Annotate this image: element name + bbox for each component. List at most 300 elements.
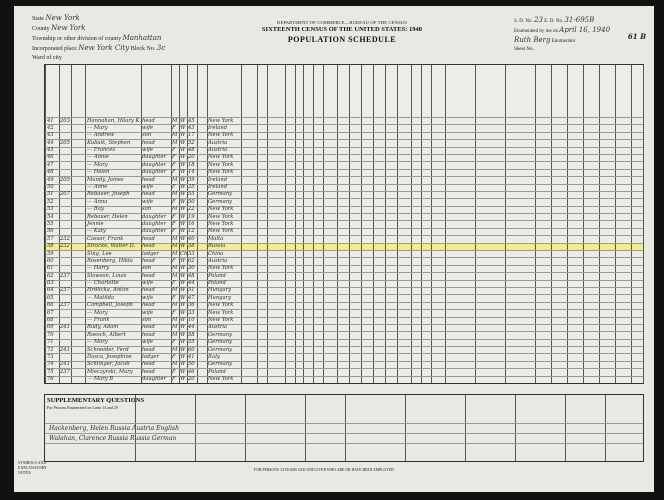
grid-row-line <box>45 124 643 125</box>
cell-sex: F <box>172 124 176 131</box>
cell-race: W <box>180 191 186 198</box>
cell-name: Mundy, James <box>87 176 124 183</box>
cell-line: 63 <box>47 280 54 287</box>
cell-line: 59 <box>47 250 54 257</box>
cell-relation: daughter <box>142 154 167 161</box>
cell-sex: F <box>172 147 176 154</box>
grid-row-line <box>45 228 643 229</box>
cell-name: Hannahan, Hilary K. <box>87 117 141 124</box>
cell-sex: F <box>172 220 176 227</box>
cell-race: W <box>180 324 186 331</box>
cell-birth: Poland <box>208 368 226 375</box>
cell-name: Sing, Lee <box>87 250 112 257</box>
cell-name: — Harry <box>87 265 110 272</box>
cell-race: W <box>180 169 186 176</box>
grid-column-line <box>303 65 304 383</box>
supp-column-line <box>565 395 566 461</box>
cell-race: W <box>180 272 186 279</box>
cell-relation: daughter <box>142 376 167 383</box>
cell-sex: M <box>172 206 178 213</box>
cell-relation: lodger <box>142 250 159 257</box>
enumerated-label: Enumerated by me on <box>514 29 559 34</box>
cell-race: W <box>180 124 186 131</box>
cell-birth: Hungary <box>208 294 232 301</box>
cell-sex: M <box>172 191 178 198</box>
grid-row-line <box>45 154 643 155</box>
grid-row-line <box>45 132 643 133</box>
supplementary-line-1: Hackenberg, Helen Russia Austria English <box>49 425 179 432</box>
grid-column-line <box>445 65 446 383</box>
cell-birth: New York <box>208 228 234 235</box>
grid-row-line <box>45 139 643 140</box>
cell-age: 22 <box>188 206 195 213</box>
cell-line: 65 <box>47 294 54 301</box>
cell-relation: head <box>142 331 155 338</box>
cell-age: 33 <box>188 309 195 316</box>
cell-birth: New York <box>208 132 234 139</box>
cell-name: Slawson, Louis <box>87 272 127 279</box>
cell-race: W <box>180 117 186 124</box>
cell-sex: M <box>172 250 178 257</box>
township-label: Township or other division of county <box>32 36 122 42</box>
cell-sex: F <box>172 309 176 316</box>
cell-line: 69 <box>47 324 54 331</box>
cell-race: W <box>180 228 186 235</box>
grid-row-line <box>45 324 643 325</box>
state-value: New York <box>45 14 80 22</box>
grid-row-line <box>45 368 643 369</box>
cell-line: 74 <box>47 361 54 368</box>
supplementary-section <box>44 394 644 462</box>
grid-row-line <box>45 147 643 148</box>
cell-relation: head <box>142 272 155 279</box>
cell-race: W <box>180 302 186 309</box>
cell-birth: New York <box>208 376 234 383</box>
supplementary-subtitle: For Persons Enumerated on Lines 14 and 29 <box>47 405 118 410</box>
cell-sex: M <box>172 235 178 242</box>
cell-age: 30 <box>188 265 195 272</box>
supp-column-line <box>305 395 306 461</box>
cell-birth: Ireland <box>208 176 228 183</box>
cell-age: 48 <box>188 147 195 154</box>
cell-relation: son <box>142 206 152 213</box>
supp-column-line <box>405 395 406 461</box>
cell-age: 47 <box>188 294 195 301</box>
cell-race: W <box>180 235 186 242</box>
cell-sex: F <box>172 161 176 168</box>
cell-race: W <box>180 265 186 272</box>
grid-column-line <box>505 65 506 383</box>
cell-line: 68 <box>47 317 54 323</box>
cell-age: 41 <box>188 353 195 360</box>
cell-name: — Frank <box>87 317 110 323</box>
cell-name: — Charlotte <box>87 280 119 287</box>
grid-column-line <box>431 65 432 383</box>
cell-line: 49 <box>47 176 54 183</box>
cell-age: 36 <box>188 302 195 309</box>
cell-relation: lodger <box>142 353 159 360</box>
cell-race: W <box>180 243 186 250</box>
census-title: SIXTEENTH CENSUS OF THE UNITED STATES: 1940 <box>261 26 423 33</box>
cell-age: 40 <box>188 235 195 242</box>
cell-relation: son <box>142 132 152 139</box>
supp-column-line <box>245 395 246 461</box>
grid-column-line <box>337 65 338 383</box>
department-line: DEPARTMENT OF COMMERCE—BUREAU OF THE CENSUS <box>277 20 407 25</box>
cell-birth: New York <box>208 161 234 168</box>
cell-line: 43 <box>47 132 54 139</box>
cell-line: 47 <box>47 161 54 168</box>
supplementary-title: SUPPLEMENTARY QUESTIONS <box>47 397 145 404</box>
cell-line: 50 <box>47 184 54 190</box>
cell-name: — Mary <box>87 124 108 131</box>
ed-value: 31-695B <box>564 16 595 24</box>
cell-sex: M <box>172 317 178 323</box>
cell-street: 241 <box>60 324 70 331</box>
cell-age: 46 <box>188 368 195 375</box>
cell-birth: Germany <box>208 198 232 205</box>
cell-name: — Andrew <box>87 132 115 139</box>
cell-sex: F <box>172 339 176 346</box>
cell-street: 232 <box>60 235 70 242</box>
grid-column-line <box>323 65 324 383</box>
cell-race: W <box>180 339 186 346</box>
supp-column-line <box>345 395 346 461</box>
cell-name: Schneider, Ferd <box>87 346 129 353</box>
cell-name: — Matilda <box>87 294 115 301</box>
ed-label: E. D. No. <box>544 19 564 24</box>
supp-row-line <box>45 443 643 444</box>
cell-line: 66 <box>47 302 54 309</box>
explanatory-notes: SYMBOLS AND EXPLANATORY NOTES <box>18 460 47 475</box>
grid-row-line <box>45 169 643 170</box>
cell-name: Kubaik, Stephen <box>87 139 131 146</box>
cell-name: — Mary <box>87 339 108 346</box>
cell-sex: F <box>172 198 176 205</box>
cell-age: 51 <box>188 287 195 294</box>
cell-line: 75 <box>47 368 54 375</box>
cell-sex: M <box>172 176 178 183</box>
cell-race: W <box>180 154 186 161</box>
cell-street: 237 <box>60 272 70 279</box>
grid-column-line <box>349 65 350 383</box>
cell-race: W <box>180 368 186 375</box>
cell-age: 39 <box>188 176 195 183</box>
cell-race: W <box>180 132 186 139</box>
cell-age: 44 <box>188 324 195 331</box>
cell-sex: M <box>172 265 178 272</box>
cell-name: Hrdlicka, Anton <box>87 287 129 294</box>
cell-relation: head <box>142 287 155 294</box>
cell-sex: M <box>172 132 178 139</box>
cell-line: 42 <box>47 124 54 131</box>
cell-birth: New York <box>208 213 234 220</box>
cell-line: 64 <box>47 287 54 294</box>
grid-row-line <box>45 161 643 162</box>
cell-birth: Austria <box>208 257 228 264</box>
sheet-number: 61 B <box>627 32 646 41</box>
cell-age: 50 <box>188 361 195 368</box>
grid-column-line <box>551 65 552 383</box>
cell-name: — Mary B <box>87 376 114 383</box>
cell-age: 55 <box>188 339 195 346</box>
supplementary-line-2: Walahan, Clarence Russia Russia German <box>49 435 177 442</box>
grid-column-line <box>285 65 286 383</box>
cell-birth: Austria <box>208 139 228 146</box>
cell-sex: M <box>172 361 178 368</box>
supp-row-line <box>45 423 643 424</box>
grid-column-line <box>267 65 268 383</box>
cell-relation: head <box>142 361 155 368</box>
cell-birth: New York <box>208 317 234 323</box>
cell-age: 20 <box>188 376 195 383</box>
cell-line: 60 <box>47 257 54 264</box>
cell-name: — Helen <box>87 169 110 176</box>
grid-row-line <box>45 294 643 295</box>
grid-column-line <box>257 65 258 383</box>
cell-birth: New York <box>208 265 234 272</box>
cell-relation: daughter <box>142 228 167 235</box>
cell-line: 41 <box>47 117 54 124</box>
cell-relation: wife <box>142 294 154 301</box>
county-value: New York <box>51 24 86 32</box>
grid-column-line <box>421 65 422 383</box>
grid-row-line <box>45 346 643 347</box>
cell-birth: Germany <box>208 361 232 368</box>
cell-age: 48 <box>188 272 195 279</box>
cell-race: W <box>180 184 186 190</box>
cell-relation: head <box>142 324 155 331</box>
cell-line: 76 <box>47 376 54 383</box>
cell-line: 54 <box>47 213 54 220</box>
township-value: Manhattan <box>122 34 162 42</box>
cell-line: 57 <box>47 235 54 242</box>
cell-birth: Hungary <box>208 287 232 294</box>
cell-age: 33 <box>188 250 195 257</box>
cell-sex: M <box>172 346 178 353</box>
cell-age: 45 <box>188 117 195 124</box>
cell-sex: F <box>172 184 176 190</box>
cell-age: 52 <box>188 139 195 146</box>
grid-column-line <box>45 65 46 383</box>
cell-relation: head <box>142 117 155 124</box>
cell-race: W <box>180 309 186 316</box>
cell-line: 61 <box>47 265 54 272</box>
cell-name: — Annie <box>87 154 109 161</box>
county-label: County <box>32 26 50 32</box>
cell-race: W <box>180 294 186 301</box>
enumerated-value: April 16, 1940 <box>559 26 611 34</box>
cell-name: — Mary <box>87 309 108 316</box>
grid-row-line <box>45 176 643 177</box>
cell-race: W <box>180 280 186 287</box>
grid-column-line <box>475 65 476 383</box>
cell-relation: wife <box>142 339 154 346</box>
census-grid <box>44 64 644 384</box>
grid-row-line <box>45 287 643 288</box>
cell-age: 43 <box>188 124 195 131</box>
cell-race: W <box>180 353 186 360</box>
cell-street: 203 <box>60 117 70 124</box>
grid-row-line <box>45 265 643 266</box>
cell-race: W <box>180 139 186 146</box>
cell-name: — Anne <box>87 184 108 190</box>
cell-birth: Germany <box>208 331 232 338</box>
cell-name: Mieczyrski, Mary <box>87 368 133 375</box>
cell-name: — Anna <box>87 198 108 205</box>
cell-birth: Germany <box>208 191 232 198</box>
cell-street: 205 <box>60 139 70 146</box>
supp-row-line <box>45 433 643 434</box>
cell-race: Ch <box>180 250 188 257</box>
cell-name: — Ray <box>87 206 104 213</box>
cell-name: Schlinger, Jacob <box>87 361 130 368</box>
cell-street: 207 <box>60 191 70 198</box>
cell-race: W <box>180 161 186 168</box>
cell-sex: F <box>172 280 176 287</box>
cell-line: 62 <box>47 272 54 279</box>
cell-street: 205 <box>60 176 70 183</box>
sd-label: S. D. No. <box>514 19 533 24</box>
schedule-title: POPULATION SCHEDULE <box>287 35 397 44</box>
cell-street: 241 <box>60 346 70 353</box>
cell-sex: M <box>172 117 178 124</box>
cell-name: Jennie <box>87 220 104 227</box>
cell-age: 17 <box>188 132 195 139</box>
cell-sex: F <box>172 294 176 301</box>
cell-relation: wife <box>142 198 154 205</box>
cell-sex: M <box>172 302 178 309</box>
cell-birth: New York <box>208 117 234 124</box>
cell-street: 241 <box>60 361 70 368</box>
cell-sex: F <box>172 376 176 383</box>
cell-relation: head <box>142 235 155 242</box>
grid-column-line <box>197 65 198 383</box>
cell-street: 237 <box>60 368 70 375</box>
cell-birth: New York <box>208 309 234 316</box>
cell-line: 52 <box>47 198 54 205</box>
cell-line: 53 <box>47 206 54 213</box>
cell-name: Stracke, Walter D. <box>87 243 136 250</box>
sheet-label: Sheet No. <box>514 47 534 52</box>
grid-column-line <box>583 65 584 383</box>
cell-relation: head <box>142 257 155 264</box>
cell-birth: New York <box>208 169 234 176</box>
cell-name: Rudy, Adam <box>87 324 119 331</box>
cell-street: 237 <box>60 287 70 294</box>
grid-column-line <box>71 65 72 383</box>
cell-sex: F <box>172 353 176 360</box>
cell-relation: wife <box>142 147 154 154</box>
grid-row-line <box>45 272 643 273</box>
column-headers <box>45 65 643 118</box>
cell-race: W <box>180 147 186 154</box>
cell-relation: wife <box>142 309 154 316</box>
cell-birth: Germany <box>208 339 232 346</box>
cell-relation: head <box>142 139 155 146</box>
cell-race: W <box>180 346 186 353</box>
cell-birth: Austria <box>208 147 228 154</box>
cell-birth: Austria <box>208 324 228 331</box>
grid-row-line <box>45 235 643 236</box>
cell-relation: head <box>142 176 155 183</box>
grid-row-line <box>45 213 643 214</box>
cell-birth: New York <box>208 154 234 161</box>
cell-relation: daughter <box>142 169 167 176</box>
cell-relation: wife <box>142 124 154 131</box>
grid-column-line <box>599 65 600 383</box>
cell-age: 16 <box>188 220 195 227</box>
supp-column-line <box>195 395 196 461</box>
grid-column-line <box>535 65 536 383</box>
cell-name: Rebauer, Joseph <box>87 191 130 198</box>
cell-race: W <box>180 198 186 205</box>
cell-race: W <box>180 176 186 183</box>
supp-column-line <box>515 395 516 461</box>
cell-race: W <box>180 287 186 294</box>
grid-row-line <box>45 309 643 310</box>
cell-sex: F <box>172 169 176 176</box>
cell-age: 58 <box>188 331 195 338</box>
cell-age: 38 <box>188 243 195 250</box>
cell-sex: F <box>172 257 176 264</box>
cell-birth: Poland <box>208 272 226 279</box>
cell-name: — Mary <box>87 161 108 168</box>
grid-row-line <box>45 376 643 377</box>
cell-relation: son <box>142 265 152 272</box>
cell-race: W <box>180 220 186 227</box>
cell-sex: F <box>172 368 176 375</box>
grid-column-line <box>295 65 296 383</box>
cell-age: 55 <box>188 191 195 198</box>
cell-birth: Ireland <box>208 184 228 190</box>
grid-column-line <box>241 65 242 383</box>
header-right <box>514 16 634 54</box>
cell-line: 72 <box>47 346 54 353</box>
sd-value: 23 <box>534 16 543 24</box>
header-title <box>242 20 442 44</box>
cell-line: 51 <box>47 191 54 198</box>
cell-line: 73 <box>47 353 54 360</box>
grid-column-line <box>643 65 644 383</box>
cell-birth: New York <box>208 206 234 213</box>
cell-sex: M <box>172 324 178 331</box>
cell-relation: wife <box>142 280 154 287</box>
cell-relation: head <box>142 302 155 309</box>
cell-name: — Katy <box>87 228 106 235</box>
cell-relation: head <box>142 346 155 353</box>
cell-sex: F <box>172 228 176 235</box>
cell-age: 18 <box>188 161 195 168</box>
cell-age: 60 <box>188 346 195 353</box>
cell-birth: Poland <box>208 280 226 287</box>
cell-race: W <box>180 376 186 383</box>
cell-race: W <box>180 213 186 220</box>
cell-line: 58 <box>47 243 54 250</box>
grid-row-line <box>45 250 643 251</box>
cell-race: W <box>180 206 186 213</box>
cell-relation: son <box>142 317 152 323</box>
grid-row-line <box>45 302 643 303</box>
cell-race: W <box>180 361 186 368</box>
bottom-note: FOR PERSONS 14 YEARS OLD AND OVER WHO ARE OR HAVE BEEN EMPLOYED <box>254 468 395 472</box>
cell-line: 45 <box>47 147 54 154</box>
census-sheet <box>14 6 654 492</box>
cell-race: W <box>180 331 186 338</box>
cell-relation: wife <box>142 184 154 190</box>
cell-relation: daughter <box>142 161 167 168</box>
block-value: 3c <box>156 44 166 52</box>
